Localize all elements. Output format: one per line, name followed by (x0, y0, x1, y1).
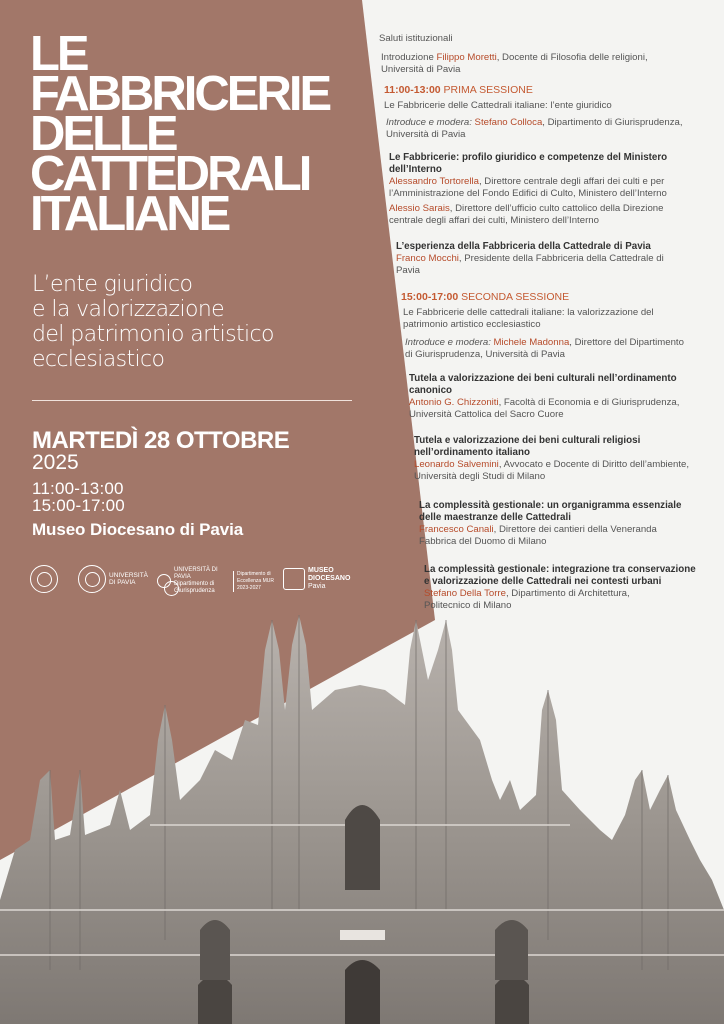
talk-title: La complessità gestionale: integrazione tra conservazione (424, 564, 696, 575)
talk-title: La complessità gestionale: un organigramma essenziale (419, 500, 682, 511)
department-line1: UNIVERSITÀ DI PAVIA (174, 567, 218, 580)
divider-line (32, 400, 352, 401)
event-time-afternoon: 15:00-17:00 (32, 496, 125, 515)
event-date: MARTEDÌ 28 OTTOBRE (32, 427, 290, 454)
talk-5: La complessità gestionale: un organigramma essenziale delle maestranze delle Cattedrali Francesco Canali, Direttore dei cantieri della Veneranda Fabbrica del Duomo di Milano (419, 500, 682, 547)
speaker-name: Filippo Moretti (436, 52, 497, 63)
title-line: CATTEDRALI (30, 147, 310, 201)
event-time-morning: 11:00-13:00 (32, 479, 124, 498)
speaker-name: Franco Mocchi (396, 253, 459, 264)
session-2-title: Le Fabbricerie delle cattedrali italiane: la valorizzazione del patrimonio artistico ecclesiastico (403, 307, 654, 330)
museum-line2: DIOCESANO (308, 575, 351, 582)
event-place: Museo Diocesano di Pavia (32, 520, 244, 539)
museum-logo (283, 567, 350, 591)
unipv-label: UNIVERSITÀ DI PAVIA (109, 572, 149, 586)
department-line2: Dipartimento di Giurisprudenza (174, 581, 215, 594)
title-line: DELLE (30, 107, 176, 161)
session-1-header: 11:00-13:00 PRIMA SESSIONE (384, 84, 533, 96)
speaker-name: Leonardo Salvemini (414, 459, 499, 470)
session-2-moderator: Introduce e modera: Michele Madonna, Direttore del Dipartimento di Giurisprudenza, Università di Pavia (405, 337, 684, 360)
logo-strip (30, 565, 360, 599)
talk-title: Tutela a valorizzazione dei beni culturali nell’ordinamento (409, 373, 677, 384)
subtitle-line: del patrimonio artistico (32, 322, 274, 347)
museum-line1: MUSEO (308, 567, 334, 574)
speaker-name: Alessandro Tortorella (389, 176, 479, 187)
talk-1: Le Fabbricerie: profilo giuridico e competenze del Ministero dell’Interno Alessandro Tortorella, Direttore centrale degli affari dei culti e per l’Amministrazione del Fondo Edifici di Culto, Ministero dell’Interno Alessio Sarais, Direttore dell’ufficio culto cattolico della Direzione centrale degli affari dei culti, Ministero dell’Interno (389, 152, 668, 226)
department-logo (157, 567, 277, 595)
speaker-name: Michele Madonna (493, 337, 570, 348)
poster-title (30, 27, 360, 241)
seal-logo-1 (30, 565, 58, 593)
seal-icon (30, 565, 58, 593)
speaker-name: Alessio Sarais (389, 203, 450, 214)
talk-title: Tutela e valorizzazione dei beni culturali religiosi (414, 435, 641, 446)
subtitle-line: L’ente giuridico (32, 272, 193, 297)
session-time: 11:00-13:00 (384, 84, 441, 96)
excellence-label: Dipartimento di Eccellenza MUR 2023-2027 (233, 571, 277, 592)
saluti: Saluti istituzionali (379, 33, 453, 44)
poster-subtitle (32, 272, 352, 372)
title-line: ITALIANE (30, 187, 229, 241)
talk-4: Tutela e valorizzazione dei beni culturali religiosi nell’ordinamento italiano Leonardo Salvemini, Avvocato e Docente di Diritto dell’ambiente, Università degli Studi di Milano (414, 435, 690, 482)
subtitle-line: ecclesiastico (32, 347, 165, 372)
department-seal-icon (157, 574, 171, 588)
session-1-moderator: Introduce e modera: Stefano Colloca, Dipartimento di Giurisprudenza, Università di Pavia (386, 117, 683, 140)
speaker-name: Antonio G. Chizzoniti (409, 397, 499, 408)
speaker-name: Stefano Colloca (474, 117, 543, 128)
session-2-header: 15:00-17:00 SECONDA SESSIONE (401, 291, 570, 303)
cathedral-facade-image (0, 610, 724, 1024)
session-1-title: Le Fabbricerie delle Cattedrali italiane: l’ente giuridico (384, 100, 612, 111)
speaker-name: Francesco Canali (419, 524, 494, 535)
title-line: FABBRICERIE (30, 67, 330, 121)
talk-3: Tutela a valorizzazione dei beni culturali nell’ordinamento canonico Antonio G. Chizzoniti, Facoltà di Economia e di Giurisprudenza, Università Cattolica del Sacro Cuore (409, 373, 680, 420)
title-line: LE (30, 27, 87, 81)
session-time: 15:00-17:00 (401, 291, 459, 303)
university-seal-icon (78, 565, 106, 593)
introduction-block: Introduzione Filippo Moretti, Docente di Filosofia delle religioni, Università di Pavia (381, 52, 648, 75)
event-year: 2025 (32, 451, 79, 474)
museum-line3: Pavia (308, 583, 326, 590)
subtitle-line: e la valorizzazione (32, 297, 225, 322)
speaker-name: Stefano Della Torre (424, 588, 506, 599)
talk-title: L’esperienza della Fabbriceria della Cattedrale di Pavia (396, 241, 651, 252)
unipv-logo (78, 565, 149, 593)
museum-mark-icon (283, 568, 305, 590)
talk-6: La complessità gestionale: integrazione tra conservazione e valorizzazione delle Cattedrali nei contesti urbani Stefano Della Torre, Dipartimento di Architettura, Politecnico di Milano (424, 564, 696, 611)
talk-2: L’esperienza della Fabbriceria della Cattedrale di Pavia Franco Mocchi, Presidente della Fabbriceria della Cattedrale di Pavia (396, 241, 664, 276)
talk-title: Le Fabbricerie: profilo giuridico e competenze del Ministero (389, 152, 668, 163)
